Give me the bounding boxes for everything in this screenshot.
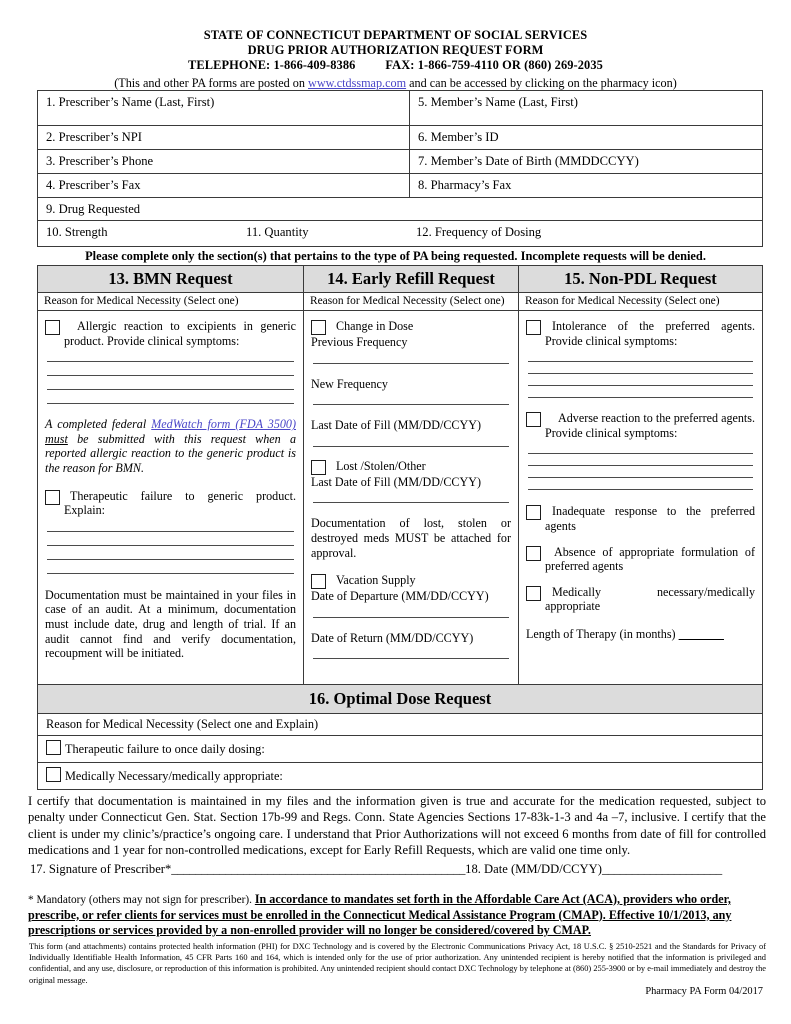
write-in-line[interactable] bbox=[47, 361, 294, 362]
refill-option-change-in-dose[interactable] bbox=[311, 319, 511, 335]
nonpdl-option-medically-label: Medically necessary/medically appropriate bbox=[545, 584, 755, 614]
prescriber-member-table bbox=[37, 90, 763, 247]
write-in-line[interactable] bbox=[528, 373, 753, 374]
checkbox-icon[interactable] bbox=[46, 767, 61, 782]
section-14-subtitle: Reason for Medical Necessity (Select one) bbox=[304, 293, 519, 310]
write-in-line[interactable] bbox=[528, 489, 753, 490]
refill-option-lost-stolen[interactable] bbox=[311, 459, 511, 475]
medwatch-must-word: must bbox=[45, 431, 68, 446]
write-in-line[interactable] bbox=[313, 363, 509, 364]
phi-disclaimer: This form (and attachments) contains protected health information (PHI) for DXC Technology and is covered by the Electronic Communications Privacy Act, 18 U.S.C. § 2510-2521 and the Standards for Privacy of Individually Identifiable Health Information, 45 CFR Parts 160 and 164, which is intended only for the use of prior authorization. Any unintended recipient is hereby notified that the information is privileged and confidential, and any use, disclosure, or reproduction of this information is prohibited. Any unintended recipient should contact DXC Technology by telephone at (860) 255-3900 or by e-mail immediately and destroy the original message. bbox=[29, 942, 766, 985]
completion-notice: Please complete only the section(s) that pertains to the type of PA being requested. Incomplete requests will be denied. bbox=[85, 249, 706, 263]
checkbox-icon[interactable] bbox=[45, 320, 60, 335]
section-16-title: 16. Optimal Dose Request bbox=[38, 685, 762, 714]
optimal-option-medically-label: Medically Necessary/medically appropriate: bbox=[65, 769, 283, 783]
checkbox-icon[interactable] bbox=[311, 320, 326, 335]
field-prescriber-fax[interactable]: 4. Prescriber’s Fax bbox=[38, 174, 410, 197]
table-row bbox=[38, 198, 762, 221]
posting-note-suffix: and can be accessed by clicking on the pharmacy icon) bbox=[406, 76, 677, 90]
checkbox-icon[interactable] bbox=[46, 740, 61, 755]
refill-option-vacation-supply[interactable] bbox=[311, 573, 511, 589]
length-of-therapy-label: Length of Therapy (in months) bbox=[526, 626, 676, 641]
medwatch-form-link[interactable]: MedWatch form (FDA 3500) bbox=[151, 417, 296, 432]
form-id-footer: Pharmacy PA Form 04/2017 bbox=[645, 986, 763, 997]
nonpdl-option-intolerance-label: Intolerance of the preferred agents. Provide clinical symptoms: bbox=[545, 319, 755, 348]
table-row bbox=[38, 221, 762, 246]
write-in-line[interactable] bbox=[528, 385, 753, 386]
checkbox-icon[interactable] bbox=[311, 574, 326, 589]
bmn-documentation-note: Documentation must be maintained in your files in case of an audit. At a minimum, documentation must include date, drug and length of trial. If an audit cannot find and verify documentation, recoupment will be initiated. bbox=[45, 587, 296, 661]
write-in-line[interactable] bbox=[47, 531, 294, 532]
section-13-title: 13. BMN Request bbox=[38, 266, 304, 292]
optimal-dose-section bbox=[37, 684, 763, 790]
contact-line bbox=[0, 58, 791, 73]
write-in-line[interactable] bbox=[313, 658, 509, 659]
write-in-line[interactable] bbox=[47, 389, 294, 390]
field-strength[interactable]: 10. Strength bbox=[46, 225, 108, 239]
telephone-text: TELEPHONE: 1-866-409-8386 bbox=[188, 58, 356, 72]
bmn-option-therapeutic-failure[interactable] bbox=[45, 489, 296, 518]
label-previous-frequency: Previous Frequency bbox=[311, 335, 408, 349]
fax-text: FAX: 1-866-759-4110 OR (860) 269-2035 bbox=[385, 58, 603, 72]
signature-line[interactable]: _________________________________________________ bbox=[171, 862, 466, 876]
field-prescriber-npi[interactable]: 2. Prescriber’s NPI bbox=[38, 126, 410, 149]
refill-option-vacation-label: Vacation Supply bbox=[336, 573, 416, 588]
section-16-subtitle: Reason for Medical Necessity (Select one and Explain) bbox=[38, 714, 762, 736]
signature-label: 17. Signature of Prescriber* bbox=[30, 862, 172, 876]
mandatory-aca-text: In accordance to mandates set forth in the Affordable Care Act (ACA), providers who order, prescribe, or refer clients for services must be enrolled in the Connecticut Medical Assistance Program (CMAP). Effective 10/1/2013, any prescriptions or services provided by a non-enrolled provider will no longer be considered/covered by CMAP. bbox=[28, 892, 732, 938]
form-title: DRUG PRIOR AUTHORIZATION REQUEST FORM bbox=[247, 43, 544, 57]
checkbox-icon[interactable] bbox=[526, 546, 541, 561]
signature-row bbox=[30, 862, 770, 877]
optimal-option-therapeutic-failure[interactable] bbox=[38, 736, 762, 763]
nonpdl-option-medically-necessary[interactable] bbox=[526, 585, 755, 614]
medwatch-note bbox=[45, 417, 296, 475]
checkbox-icon[interactable] bbox=[526, 586, 541, 601]
write-in-line[interactable] bbox=[47, 573, 294, 574]
write-in-line[interactable] bbox=[47, 375, 294, 376]
label-date-of-return: Date of Return (MM/DD/CCYY) bbox=[311, 630, 474, 645]
write-in-line[interactable] bbox=[47, 403, 294, 404]
table-row bbox=[38, 174, 762, 198]
write-in-line[interactable] bbox=[313, 502, 509, 503]
field-drug-requested[interactable]: 9. Drug Requested bbox=[46, 202, 141, 216]
field-prescriber-phone[interactable]: 3. Prescriber’s Phone bbox=[38, 150, 410, 173]
optimal-option-medically-necessary[interactable] bbox=[38, 763, 762, 789]
field-member-id[interactable]: 6. Member’s ID bbox=[418, 130, 499, 144]
label-new-frequency: New Frequency bbox=[311, 376, 388, 391]
certification-paragraph: I certify that documentation is maintained in my files and the information given is true and accurate for the medication requested, subject to penalty under Connecticut Gen. Stat. Section 17b-99 and Regs. Conn. State Agencies Sections 17-83k-1-3 and 4a –7, inclusive. I certify that the client is under my clinic’s/practice’s ongoing care. I understand that Prior Authorizations will not exceed 6 months from date of fill for controlled medications and 1 year for non-controlled medications, except for Early Refill Requests, which are valid one time only. bbox=[28, 794, 766, 858]
nonpdl-option-adverse-reaction[interactable] bbox=[526, 411, 755, 440]
checkbox-icon[interactable] bbox=[526, 320, 541, 335]
field-member-name[interactable]: 5. Member’s Name (Last, First) bbox=[418, 95, 578, 109]
length-of-therapy-field[interactable] bbox=[526, 627, 755, 642]
section-subtitles-row bbox=[38, 293, 762, 311]
write-in-line[interactable] bbox=[47, 545, 294, 546]
table-row bbox=[38, 91, 762, 126]
nonpdl-option-absence-label: Absence of appropriate formulation of preferred agents bbox=[545, 544, 755, 574]
label-last-date-of-fill-2: Last Date of Fill (MM/DD/CCYY) bbox=[311, 474, 481, 489]
form-header bbox=[0, 0, 791, 92]
table-row bbox=[38, 150, 762, 174]
field-prescriber-name[interactable]: 1. Prescriber’s Name (Last, First) bbox=[38, 91, 410, 125]
checkbox-icon[interactable] bbox=[526, 505, 541, 520]
agency-title: STATE OF CONNECTICUT DEPARTMENT OF SOCIAL SERVICES bbox=[203, 28, 588, 42]
write-in-line[interactable] bbox=[47, 559, 294, 560]
ctdssmap-link[interactable]: www.ctdssmap.com bbox=[308, 76, 407, 90]
checkbox-icon[interactable] bbox=[45, 490, 60, 505]
request-sections-table bbox=[37, 265, 763, 691]
section-14-body bbox=[304, 311, 519, 691]
field-frequency-of-dosing[interactable]: 12. Frequency of Dosing bbox=[416, 225, 542, 239]
refill-lost-documentation-note: Documentation of lost, stolen or destroyed meds MUST be attached for approval. bbox=[311, 516, 511, 560]
refill-option-lost-label: Lost /Stolen/Other bbox=[336, 458, 426, 473]
optimal-option-therapeutic-label: Therapeutic failure to once daily dosing: bbox=[65, 742, 265, 756]
nonpdl-option-inadequate-response[interactable] bbox=[526, 504, 755, 533]
section-13-subtitle: Reason for Medical Necessity (Select one) bbox=[38, 293, 304, 310]
section-15-body bbox=[519, 311, 762, 691]
bmn-option-allergic-label: Allergic reaction to excipients in generic product. Provide clinical symptoms: bbox=[64, 319, 296, 348]
label-date-of-departure: Date of Departure (MM/DD/CCYY) bbox=[311, 589, 489, 604]
write-in-line[interactable] bbox=[528, 477, 753, 478]
write-in-line[interactable] bbox=[528, 397, 753, 398]
section-headers-row bbox=[38, 266, 762, 293]
checkbox-icon[interactable] bbox=[311, 460, 326, 475]
length-of-therapy-blank[interactable] bbox=[679, 627, 724, 641]
write-in-line[interactable] bbox=[528, 361, 753, 362]
write-in-line[interactable] bbox=[313, 617, 509, 618]
nonpdl-option-intolerance[interactable] bbox=[526, 319, 755, 348]
section-15-title: 15. Non-PDL Request bbox=[564, 269, 717, 288]
write-in-line[interactable] bbox=[528, 465, 753, 466]
medwatch-note-suffix: be submitted with this request when a reported allergic reaction to the generic product is the reason for BMN. bbox=[45, 431, 296, 475]
write-in-line[interactable] bbox=[528, 453, 753, 454]
section-bodies-row bbox=[38, 311, 762, 691]
section-14-title: 14. Early Refill Request bbox=[304, 266, 519, 292]
section-15-subtitle: Reason for Medical Necessity (Select one) bbox=[525, 295, 720, 307]
table-row bbox=[38, 126, 762, 150]
posting-note-prefix: (This and other PA forms are posted on bbox=[114, 76, 309, 90]
refill-option-change-label: Change in Dose bbox=[336, 319, 414, 333]
section-13-body bbox=[38, 311, 304, 691]
nonpdl-option-absence-formulation[interactable] bbox=[526, 545, 755, 574]
medwatch-note-prefix: A completed federal bbox=[45, 417, 152, 432]
date-line[interactable]: ____________________ bbox=[601, 862, 722, 876]
nonpdl-option-inadequate-label: Inadequate response to the preferred agents bbox=[545, 504, 755, 533]
mandatory-note bbox=[28, 892, 768, 939]
label-last-date-of-fill-1: Last Date of Fill (MM/DD/CCYY) bbox=[311, 418, 481, 433]
checkbox-icon[interactable] bbox=[526, 412, 541, 427]
write-in-line[interactable] bbox=[313, 446, 509, 447]
bmn-option-therapeutic-label: Therapeutic failure to generic product. Explain: bbox=[64, 488, 296, 518]
field-member-dob[interactable]: 7. Member’s Date of Birth (MMDDCCYY) bbox=[418, 154, 639, 168]
date-label: 18. Date (MM/DD/CCYY) bbox=[465, 862, 602, 876]
nonpdl-option-adverse-label: Adverse reaction to the preferred agents. Provide clinical symptoms: bbox=[545, 411, 755, 440]
mandatory-lead: * Mandatory (others may not sign for prescriber). bbox=[28, 894, 255, 906]
bmn-option-allergic-reaction[interactable] bbox=[45, 319, 296, 348]
field-quantity[interactable]: 11. Quantity bbox=[246, 225, 309, 239]
write-in-line[interactable] bbox=[313, 404, 509, 405]
field-pharmacy-fax[interactable]: 8. Pharmacy’s Fax bbox=[418, 178, 512, 192]
